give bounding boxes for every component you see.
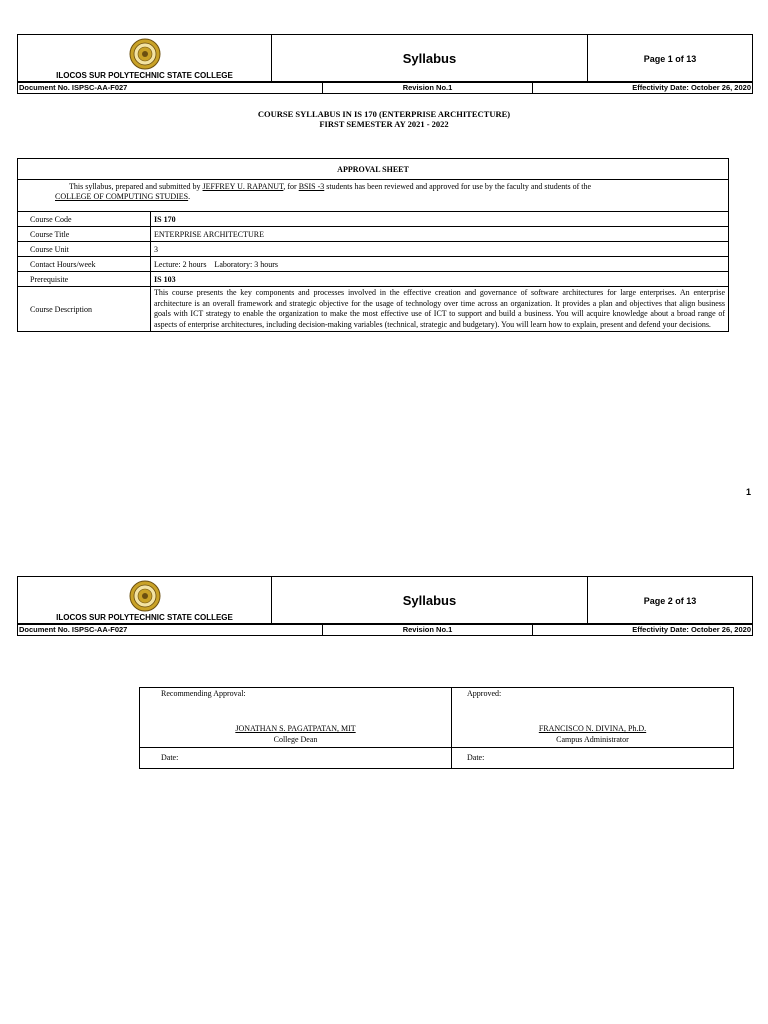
course-unit-value: 3 (151, 242, 729, 257)
document-title: Syllabus (272, 577, 588, 625)
approval-sheet-heading: APPROVAL SHEET (18, 159, 729, 180)
approved-label: Approved: (467, 689, 502, 698)
recommending-approval-cell (140, 688, 452, 748)
revision-number: Revision No.1 (323, 624, 533, 636)
page1-header (17, 34, 753, 83)
approval-statement (18, 180, 729, 212)
table-row (18, 272, 729, 287)
college-unit: COLLEGE OF COMPUTING STUDIES (55, 192, 189, 201)
course-title-label: Course Title (18, 227, 151, 242)
administrator-name: FRANCISCO N. DIVINA, Ph.D. (538, 724, 647, 733)
college-seal-icon (129, 580, 161, 612)
course-title-value: ENTERPRISE ARCHITECTURE (151, 227, 729, 242)
course-heading-line1: COURSE SYLLABUS IN IS 170 (ENTERPRISE ARCHITECTURE) (257, 109, 511, 119)
course-code-label: Course Code (18, 212, 151, 227)
page-number: 1 (745, 487, 751, 497)
logo-cell (18, 577, 272, 625)
page1-header-meta (17, 81, 753, 94)
college-seal-icon (129, 38, 161, 70)
prerequisite-label: Prerequisite (18, 272, 151, 287)
statement-post: students has been reviewed and approved for use by the faculty and students of the (324, 182, 592, 191)
statement-mid: , for (283, 182, 299, 191)
contact-hours-value: Lecture: 2 hours Laboratory: 3 hours (151, 257, 729, 272)
page2-header (17, 576, 753, 625)
course-unit-label: Course Unit (18, 242, 151, 257)
college-name: ILOCOS SUR POLYTECHNIC STATE COLLEGE (56, 613, 233, 622)
logo-cell (18, 35, 272, 83)
approved-date-field: Date: (452, 748, 734, 769)
table-row (18, 287, 729, 332)
approval-sheet-table (17, 158, 729, 332)
effectivity-date: Effectivity Date: October 26, 2020 (533, 624, 753, 636)
table-row (18, 212, 729, 227)
dean-position: College Dean (273, 735, 318, 744)
program-name: BSIS -3 (298, 182, 325, 191)
page-label: Page 2 of 13 (588, 577, 753, 625)
document-number: Document No. ISPSC-AA-F027 (18, 82, 323, 94)
dean-name: JONATHAN S. PAGATPATAN, MIT (235, 724, 356, 733)
table-row (18, 257, 729, 272)
statement-period: . (188, 192, 191, 201)
course-description-label: Course Description (18, 287, 151, 332)
approved-cell (452, 688, 734, 748)
signature-table (139, 687, 734, 769)
recommending-approval-label: Recommending Approval: (161, 689, 246, 698)
revision-number: Revision No.1 (323, 82, 533, 94)
document-number: Document No. ISPSC-AA-F027 (18, 624, 323, 636)
course-code-value: IS 170 (151, 212, 729, 227)
table-row (18, 242, 729, 257)
page2-header-meta (17, 623, 753, 636)
page-label: Page 1 of 13 (588, 35, 753, 83)
preparer-name: JEFFREY U. RAPANUT (202, 182, 284, 191)
document-title: Syllabus (272, 35, 588, 83)
table-row (18, 227, 729, 242)
statement-pre: This syllabus, prepared and submitted by (69, 182, 203, 191)
course-heading-line2: FIRST SEMESTER AY 2021 - 2022 (319, 119, 449, 129)
recommending-date-field: Date: (140, 748, 452, 769)
college-name: ILOCOS SUR POLYTECHNIC STATE COLLEGE (56, 71, 233, 80)
course-heading (0, 109, 768, 129)
contact-hours-label: Contact Hours/week (18, 257, 151, 272)
administrator-position: Campus Administrator (556, 735, 629, 744)
effectivity-date: Effectivity Date: October 26, 2020 (533, 82, 753, 94)
course-description-value: This course presents the key components and processes involved in the effective creation and governance of software architectures for large enterprises. An enterprise architecture is an overall framework and strategic objective for the usage of technology over time across an organization. It provides a plan and objectives that align business goals with ICT strategy to enable the organization to make the most effective use of ICT to support and build a business. You will acquire knowledge about a broad range of aspects of enterprise architectures, including decision-making variables (technical, strategic and budgetary). You will learn how to explain, present and defend your decisions. (151, 287, 729, 332)
prerequisite-value: IS 103 (151, 272, 729, 287)
